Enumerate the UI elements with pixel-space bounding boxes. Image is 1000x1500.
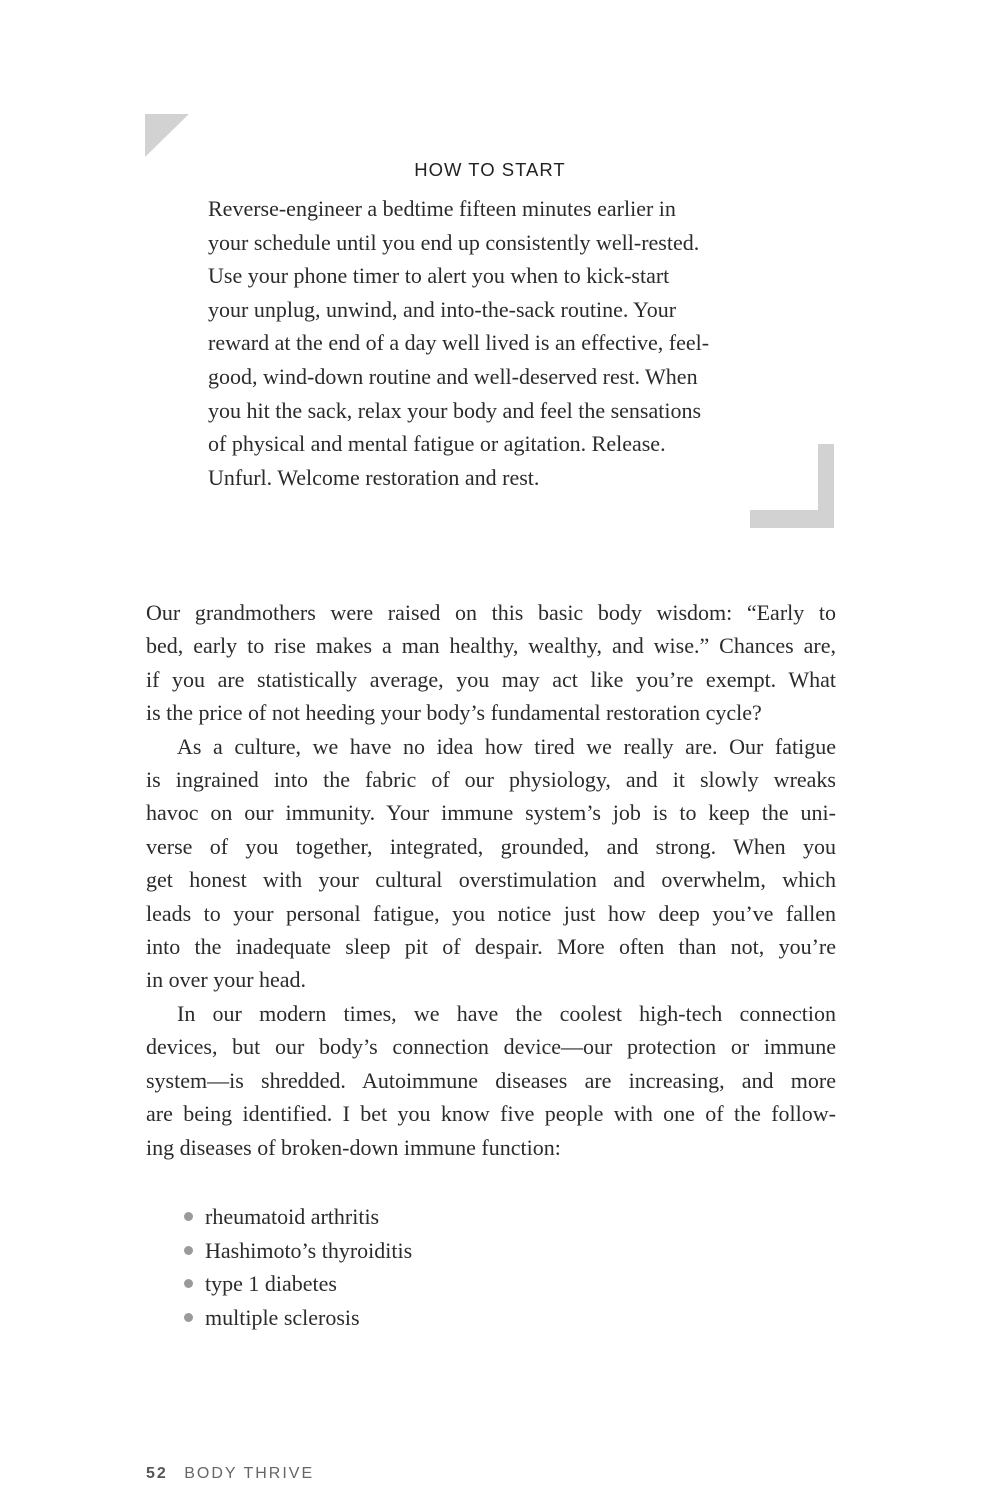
list-item-label: multiple sclerosis [205, 1304, 360, 1330]
box-line: your unplug, unwind, and into-the-sack routine. Your [208, 296, 677, 322]
bullet-icon [184, 1279, 193, 1288]
text-line: is ingrained into the fabric of our physiology, and it slowly wreaks [146, 767, 836, 793]
box-line: you hit the sack, relax your body and feel the sensations [208, 397, 702, 423]
paragraph-1 [146, 596, 836, 730]
bullet-icon [184, 1212, 193, 1221]
text-line: leads to your personal fatigue, you notice just how deep you’ve fallen [146, 900, 836, 926]
list-item [180, 1267, 412, 1301]
how-to-start-text [208, 192, 763, 494]
text-line: in over your head. [146, 967, 307, 993]
text-line: get honest with your cultural overstimulation and overwhelm, which [146, 867, 836, 893]
list-item-label: Hashimoto’s thyroiditis [205, 1237, 413, 1263]
text-line: Our grandmothers were raised on this basic body wisdom: “Early to [146, 600, 836, 625]
page-number: 52 [146, 1465, 168, 1482]
paragraph-2 [146, 730, 836, 997]
text-line: verse of you together, integrated, grounded, and strong. When you [146, 833, 836, 859]
paragraph-3 [146, 997, 836, 1164]
bullet-icon [184, 1313, 193, 1322]
box-line: Use your phone timer to alert you when to kick-start [208, 263, 670, 289]
disease-list [180, 1200, 412, 1334]
box-line: of physical and mental fatigue or agitation. Release. [208, 431, 666, 457]
body-text [146, 596, 836, 1164]
box-heading: HOW TO START [414, 159, 566, 180]
corner-decoration-top-left [145, 114, 189, 157]
list-item [180, 1234, 412, 1268]
list-item-label: rheumatoid arthritis [205, 1204, 380, 1229]
text-line: if you are statistically average, you may act like you’re exempt. What [146, 666, 836, 692]
corner-decoration-bottom-right [750, 444, 834, 528]
box-line: your schedule until you end up consistently well-rested. [208, 229, 700, 255]
list-item [180, 1200, 412, 1234]
box-line: reward at the end of a day well lived is an effective, feel- [208, 330, 710, 356]
list-item-label: type 1 diabetes [205, 1271, 337, 1297]
box-line: Unfurl. Welcome restoration and rest. [208, 464, 540, 490]
page-footer [146, 1465, 314, 1483]
bullet-icon [184, 1246, 193, 1255]
text-line: havoc on our immunity. Your immune system’s job is to keep the uni- [146, 800, 836, 826]
running-title: BODY THRIVE [184, 1465, 315, 1482]
text-line: is the price of not heeding your body’s fundamental restoration cycle? [146, 700, 762, 726]
box-line: Reverse-engineer a bedtime fifteen minutes earlier in [208, 196, 676, 221]
box-line: good, wind-down routine and well-deserved rest. When [208, 363, 698, 389]
text-line: system—is shredded. Autoimmune diseases are increasing, and more [146, 1067, 836, 1093]
text-line: As a culture, we have no idea how tired we really are. Our fatigue [177, 733, 836, 759]
text-line: bed, early to rise makes a man healthy, wealthy, and wise.” Chances are, [146, 633, 836, 659]
list-item [180, 1301, 412, 1335]
text-line: into the inadequate sleep pit of despair. More often than not, you’re [146, 934, 836, 960]
text-line: devices, but our body’s connection device—our protection or immune [146, 1034, 836, 1060]
text-line: In our modern times, we have the coolest high-tech connection [177, 1000, 836, 1026]
text-line: ing diseases of broken-down immune function: [146, 1134, 561, 1160]
text-line: are being identified. I bet you know five people with one of the follow- [146, 1101, 836, 1127]
